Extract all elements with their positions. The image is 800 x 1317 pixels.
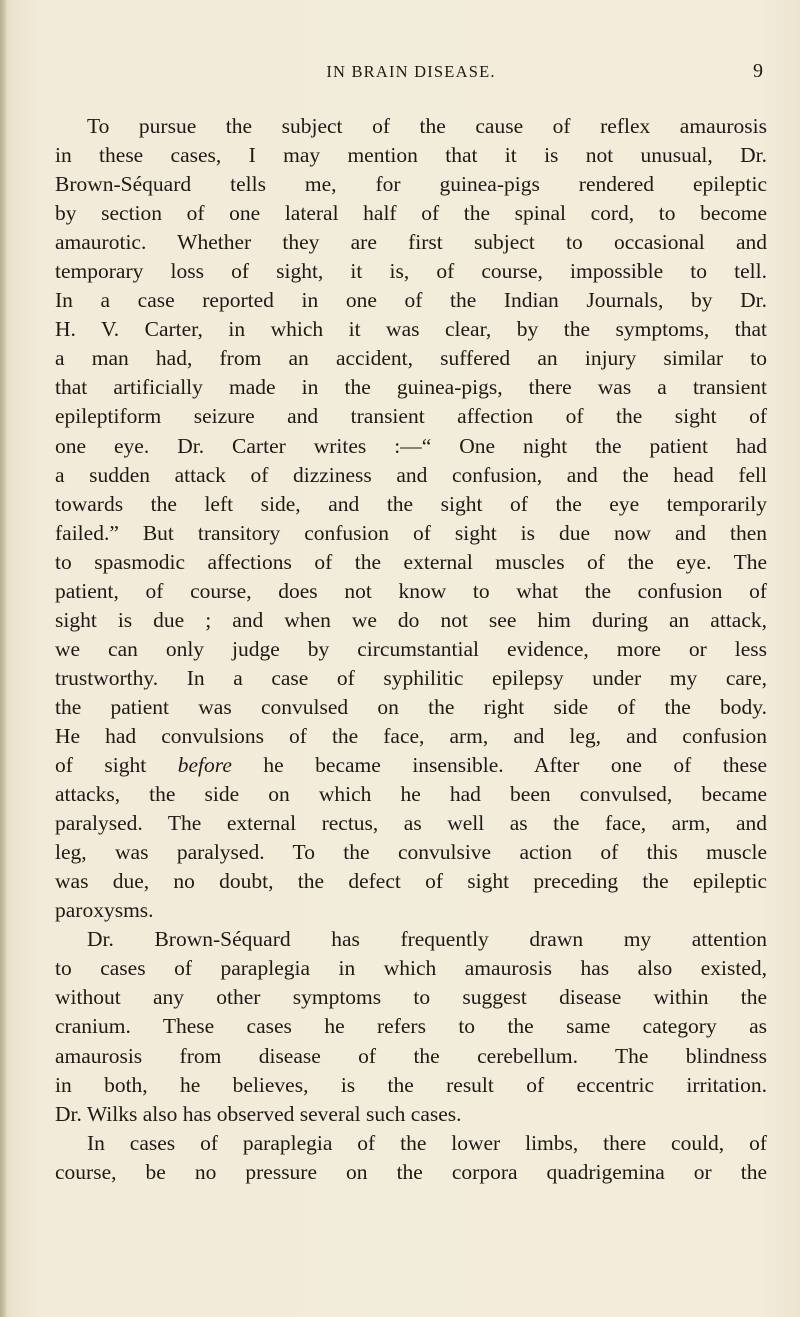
text-line: to cases of paraplegia in which amaurosis has also existed, — [55, 956, 767, 981]
text-line: to spasmodic affections of the external muscles of the eye. The — [55, 549, 767, 574]
binding-edge — [0, 0, 6, 1317]
text-line: towards the left side, and the sight of the eye temporarily — [55, 491, 767, 516]
page-header — [55, 62, 767, 86]
text-line: paralysed. The external rectus, as well as the face, arm, and — [55, 811, 767, 836]
text-line-with-italic — [55, 751, 767, 780]
text-line: sight is due ; and when we do not see him during an attack, — [55, 607, 767, 632]
text-line: one eye. Dr. Carter writes :—“ One night the patient had — [55, 433, 767, 458]
text-line: course, be no pressure on the corpora quadrigemina or the — [55, 1159, 767, 1184]
page-number: 9 — [753, 60, 763, 82]
text-line: epileptiform seizure and transient affection of the sight of — [55, 404, 767, 429]
italic-word: before — [177, 753, 232, 778]
text-segment: of sight — [55, 753, 178, 778]
text-line: without any other symptoms to suggest disease within the — [55, 985, 767, 1010]
text-line: a man had, from an accident, suffered an injury similar to — [55, 346, 767, 371]
text-line: In a case reported in one of the Indian Journals, by Dr. — [55, 288, 767, 313]
text-line: that artificially made in the guinea-pigs, there was a transient — [55, 375, 767, 400]
text-line: the patient was convulsed on the right side of the body. — [55, 694, 767, 719]
text-line: He had convulsions of the face, arm, and leg, and confusion — [55, 723, 767, 748]
text-line: H. V. Carter, in which it was clear, by the symptoms, that — [55, 317, 767, 342]
text-line: To pursue the subject of the cause of reflex amaurosis — [87, 114, 767, 138]
text-line: temporary loss of sight, it is, of course, impossible to tell. — [55, 259, 767, 284]
text-line: Dr. Wilks also has observed several such cases. — [55, 1101, 462, 1126]
running-head: IN BRAIN DISEASE. — [326, 62, 496, 81]
text-line: In cases of paraplegia of the lower limbs, there could, of — [87, 1130, 767, 1155]
text-line: amaurotic. Whether they are first subject to occasional and — [55, 230, 767, 255]
text-line: was due, no doubt, the defect of sight preceding the epileptic — [55, 869, 767, 894]
text-line: trustworthy. In a case of syphilitic epilepsy under my care, — [55, 665, 767, 690]
text-segment: he became insensible. After one of these — [231, 753, 767, 778]
text-line: paroxysms. — [55, 898, 154, 923]
text-line: patient, of course, does not know to what the confusion of — [55, 578, 767, 603]
text-line: by section of one lateral half of the spinal cord, to become — [55, 201, 767, 226]
text-line: in these cases, I may mention that it is not unusual, Dr. — [55, 143, 767, 168]
text-line: we can only judge by circumstantial evidence, more or less — [55, 636, 767, 661]
text-line: Dr. Brown-Séquard has frequently drawn my attention — [87, 927, 767, 952]
text-line: in both, he believes, is the result of eccentric irritation. — [55, 1072, 767, 1097]
text-line: a sudden attack of dizziness and confusion, and the head fell — [55, 462, 767, 487]
text-line: Brown-Séquard tells me, for guinea-pigs rendered epileptic — [55, 172, 767, 197]
text-line: cranium. These cases he refers to the same category as — [55, 1014, 767, 1039]
text-line: attacks, the side on which he had been convulsed, became — [55, 782, 767, 807]
text-line: amaurosis from disease of the cerebellum. The blindness — [55, 1043, 767, 1068]
text-line: leg, was paralysed. To the convulsive action of this muscle — [55, 840, 767, 865]
body-text — [55, 112, 767, 1187]
text-line: failed.” But transitory confusion of sight is due now and then — [55, 520, 767, 545]
